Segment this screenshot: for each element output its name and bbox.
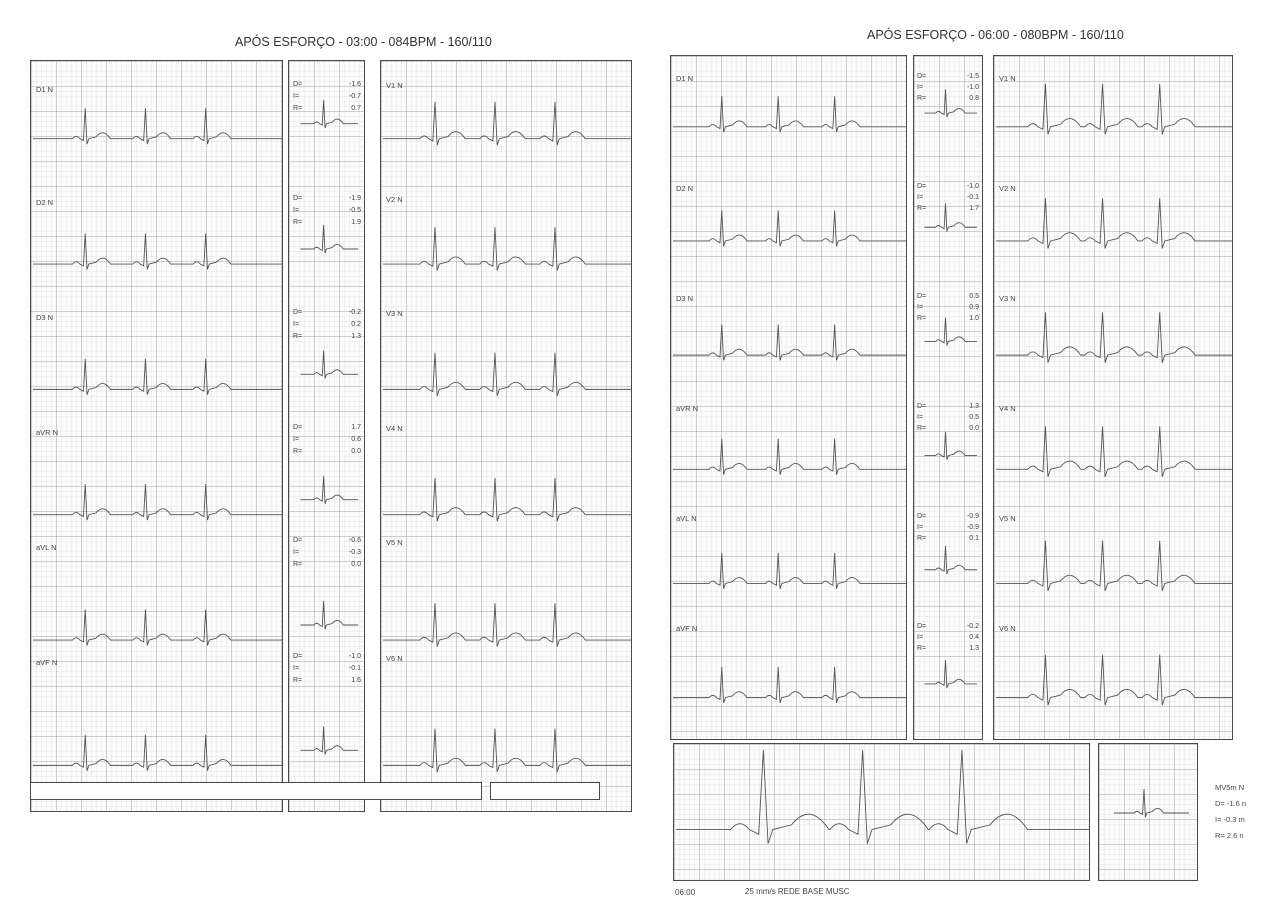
ecg-waveform bbox=[383, 478, 631, 521]
lead-label: V3 N bbox=[386, 309, 403, 318]
ecg-template-beat bbox=[925, 546, 978, 574]
lead-label: D2 N bbox=[36, 198, 54, 207]
ecg-waveform bbox=[673, 210, 906, 246]
measure-block: D= -1.6 I= -0.7 R= 0.7 bbox=[293, 81, 361, 112]
rhythm-measure-d: D= -1.6 n bbox=[1215, 799, 1247, 808]
ecg-sheet-left bbox=[20, 30, 635, 800]
ecg-template-beat bbox=[301, 727, 359, 755]
sheet-title-right: APÓS ESFORÇO - 06:00 - 080BPM - 160/110 bbox=[867, 28, 1124, 42]
measure-block: D= -1.5 I= -1.0 R= 0.8 bbox=[917, 73, 979, 102]
lead-label: aVL N bbox=[676, 514, 697, 523]
lead-label: V6 N bbox=[999, 624, 1016, 633]
rhythm-measure-r: R= 2.6 n bbox=[1215, 831, 1244, 840]
measurement-panel-left bbox=[288, 60, 365, 812]
ecg-waveform bbox=[996, 541, 1232, 591]
rhythm-template-panel bbox=[1098, 743, 1198, 881]
ecg-waveform bbox=[33, 359, 282, 395]
bottom-strip-box-left bbox=[30, 782, 482, 800]
ecg-waveform bbox=[996, 84, 1232, 134]
lead-label: V6 N bbox=[386, 654, 403, 663]
ecg-template-beat bbox=[1114, 789, 1189, 817]
ecg-waveform bbox=[383, 102, 631, 145]
measure-block: D= -0.2 I= 0.2 R= 1.3 bbox=[293, 309, 361, 340]
lead-label: D3 N bbox=[676, 294, 694, 303]
lead-label: aVR N bbox=[676, 404, 699, 413]
ecg-waveform bbox=[996, 198, 1232, 248]
measure-block: D= -0.9 I= -0.9 R= 0.1 bbox=[917, 513, 979, 542]
ecg-waveform bbox=[383, 603, 631, 646]
measure-block: D= -1.0 I= -0.1 R= 1.6 bbox=[293, 653, 361, 684]
ecg-template-beat bbox=[925, 89, 978, 117]
ecg-rhythm-template bbox=[1099, 744, 1199, 882]
measure-block: D= -1.9 I= -0.5 R= 1.9 bbox=[293, 195, 361, 226]
measure-block: D= -0.6 I= -0.3 R= 0.0 bbox=[293, 537, 361, 568]
ecg-waveform bbox=[676, 750, 1089, 844]
limb-leads-panel-left bbox=[30, 60, 283, 812]
lead-label: D3 N bbox=[36, 313, 54, 322]
ecg-sheet-right bbox=[660, 25, 1250, 910]
ecg-template-beats-right bbox=[914, 56, 984, 741]
ecg-waveform bbox=[33, 233, 282, 269]
lead-label: V1 N bbox=[999, 74, 1016, 83]
sheet-title-left: APÓS ESFORÇO - 03:00 - 084BPM - 160/110 bbox=[235, 35, 492, 49]
rhythm-strip-panel bbox=[673, 743, 1090, 881]
measure-block: D= 1.7 I= 0.6 R= 0.0 bbox=[293, 424, 361, 455]
lead-label: aVL N bbox=[36, 543, 57, 552]
lead-label: V5 N bbox=[386, 538, 403, 547]
measure-block: D= -1.0 I= -0.1 R= 1.7 bbox=[917, 183, 979, 212]
footer-time: 06:00 bbox=[675, 888, 696, 897]
ecg-waveform bbox=[33, 484, 282, 520]
ecg-waveform bbox=[673, 553, 906, 589]
ecg-waveform bbox=[673, 96, 906, 132]
ecg-rhythm-strip bbox=[674, 744, 1091, 882]
ecg-waveform bbox=[383, 353, 631, 396]
precordial-leads-panel-right bbox=[993, 55, 1233, 740]
ecg-waveform bbox=[673, 439, 906, 475]
lead-label: D2 N bbox=[676, 184, 694, 193]
ecg-template-beat bbox=[301, 601, 359, 629]
lead-label: V3 N bbox=[999, 294, 1016, 303]
ecg-template-beat bbox=[925, 203, 978, 231]
ecg-waveform bbox=[996, 655, 1232, 705]
ecg-template-beat bbox=[301, 100, 359, 128]
measure-block: D= -0.2 I= 0.4 R= 1.3 bbox=[917, 623, 979, 652]
lead-label: V4 N bbox=[999, 404, 1016, 413]
ecg-template-beat bbox=[301, 476, 359, 504]
ecg-template-beat bbox=[301, 225, 359, 253]
ecg-waveform bbox=[33, 609, 282, 645]
rhythm-lead-label: MV5m N bbox=[1215, 783, 1245, 792]
ecg-trace-precordial-right bbox=[994, 56, 1234, 741]
limb-leads-panel-right bbox=[670, 55, 907, 740]
lead-label: V4 N bbox=[386, 424, 403, 433]
ecg-waveform bbox=[673, 325, 906, 361]
ecg-template-beat bbox=[925, 660, 978, 688]
rhythm-measure-i: I= -0.3 m bbox=[1215, 815, 1245, 824]
precordial-leads-panel-left bbox=[380, 60, 632, 812]
ecg-trace-limb-left bbox=[31, 61, 284, 813]
lead-label: aVF N bbox=[36, 658, 58, 667]
ecg-trace-limb-right bbox=[671, 56, 908, 741]
bottom-strip-box-right bbox=[490, 782, 600, 800]
lead-label: V5 N bbox=[999, 514, 1016, 523]
lead-label: D1 N bbox=[676, 74, 694, 83]
ecg-waveform bbox=[996, 312, 1232, 362]
ecg-template-beat bbox=[925, 318, 978, 346]
ecg-waveform bbox=[673, 667, 906, 703]
ecg-waveform bbox=[996, 426, 1232, 476]
lead-label: V2 N bbox=[999, 184, 1016, 193]
lead-label: aVF N bbox=[676, 624, 698, 633]
ecg-waveform bbox=[33, 108, 282, 144]
measure-block: D= 0.5 I= 0.9 R= 1.0 bbox=[917, 293, 979, 322]
footer-settings: 25 mm/s REDE BASE MUSC bbox=[745, 887, 850, 896]
lead-label: D1 N bbox=[36, 85, 54, 94]
ecg-template-beat bbox=[925, 432, 978, 460]
ecg-waveform bbox=[383, 227, 631, 270]
ecg-template-beat bbox=[301, 351, 359, 379]
ecg-waveform bbox=[33, 735, 282, 771]
ecg-waveform bbox=[383, 729, 631, 772]
ecg-template-beats-left bbox=[289, 61, 366, 813]
lead-label: V2 N bbox=[386, 195, 403, 204]
ecg-trace-precordial-left bbox=[381, 61, 633, 813]
measurement-panel-right bbox=[913, 55, 983, 740]
lead-label: V1 N bbox=[386, 81, 403, 90]
lead-label: aVR N bbox=[36, 428, 59, 437]
measure-block: D= 1.3 I= 0.5 R= 0.0 bbox=[917, 403, 979, 432]
